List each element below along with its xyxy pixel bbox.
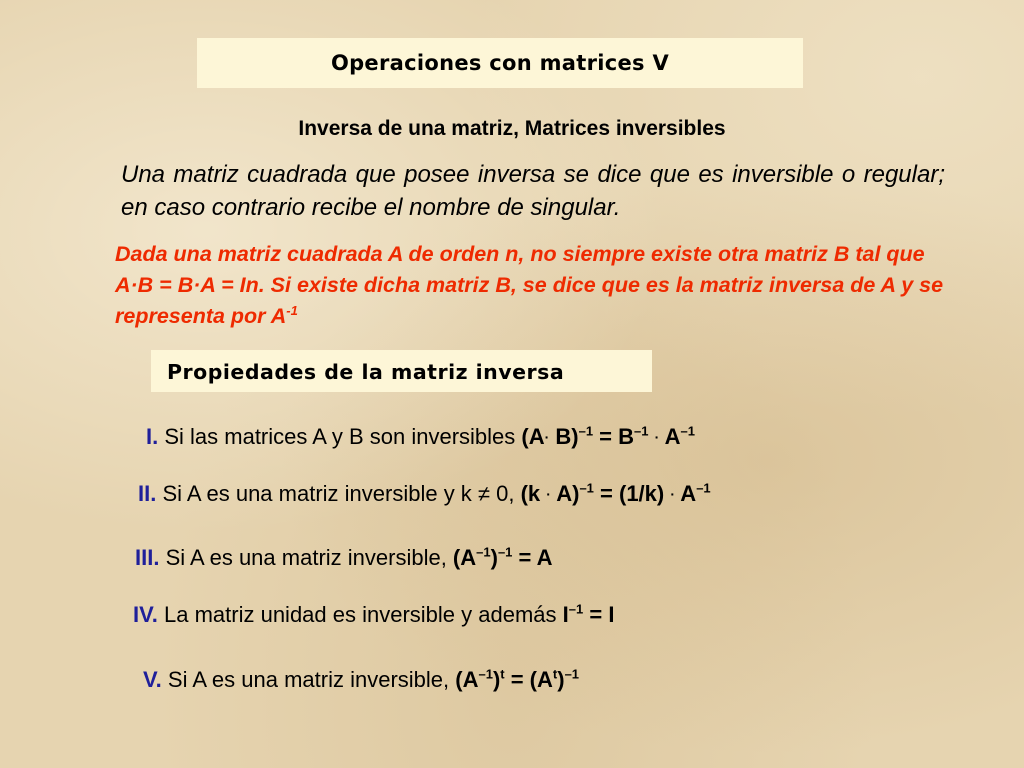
property-2 <box>138 481 711 507</box>
property-1 <box>146 424 695 450</box>
property-5-text: Si A es una matriz inversible, <box>161 667 456 692</box>
property-4-text: La matriz unidad es inversible y además <box>157 602 563 627</box>
property-3-numeral: III. <box>135 545 160 570</box>
property-5 <box>143 667 579 693</box>
property-1-numeral: I. <box>146 424 159 449</box>
property-3-text: Si A es una matriz inversible, <box>159 545 453 570</box>
inverse-definition-paragraph <box>115 239 955 332</box>
property-1-formula: $(A\cdot B)^{-1} = B^{-1} \cdot A^{-1}$ <box>521 423 695 449</box>
inverse-exponent: -1 <box>286 302 298 318</box>
property-4-numeral: IV. <box>133 602 158 627</box>
property-1-text: Si las matrices A y B son inversibles <box>158 424 522 449</box>
slide-title: Operaciones con matrices V <box>197 38 803 88</box>
section-title: Propiedades de la matriz inversa <box>151 350 652 392</box>
property-4-formula: $I^{-1} = I$ <box>562 601 615 627</box>
property-3-formula: $(A^{-1})^{-1} = A$ <box>452 544 553 570</box>
property-2-numeral: II. <box>138 481 157 506</box>
property-3 <box>135 545 553 571</box>
property-5-numeral: V. <box>143 667 162 692</box>
property-2-text: Si A es una matriz inversible y k ≠ 0, <box>156 481 521 506</box>
inverse-definition-text: Dada una matriz cuadrada A de orden n, no siempre existe otra matriz B tal que A·B = B·A = In. Si existe dicha matriz B, se dice que es la matriz inversa de A y se representa por A <box>115 242 944 328</box>
property-2-formula: $(k \cdot A)^{-1} = (1/k) \cdot A^{-1}$ <box>520 480 711 506</box>
property-5-formula: $(A^{-1})^t = (A^t)^{-1}$ <box>455 666 580 692</box>
property-4 <box>133 602 614 628</box>
definition-paragraph: Una matriz cuadrada que posee inversa se dice que es inversible o regular; en caso contrario recibe el nombre de singular. <box>121 161 945 221</box>
subtitle: Inversa de una matriz, Matrices inversibles <box>298 117 726 140</box>
